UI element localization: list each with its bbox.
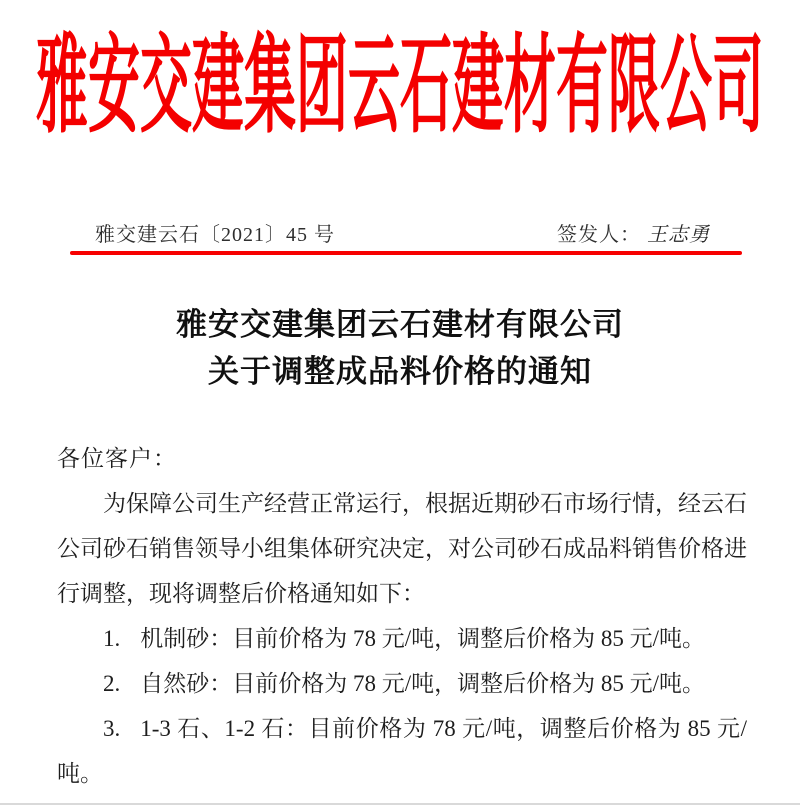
issuer-name: 王志勇 bbox=[647, 224, 710, 246]
letterhead-org-name: 雅安交建集团云石建材有限公司 bbox=[35, 29, 764, 147]
document-title-line2: 关于调整成品料价格的通知 bbox=[208, 354, 592, 389]
list-item-number: 3. bbox=[103, 716, 121, 741]
intro-paragraph: 为保障公司生产经营正常运行，根据近期砂石市场行情，经云石公司砂石销售领导小组集体研究决定，对公司砂石成品料销售价格进行调整，现将调整后价格通知如下： bbox=[57, 491, 747, 606]
list-item bbox=[57, 661, 747, 706]
list-item-number: 1. bbox=[103, 626, 121, 651]
document-title-line1: 雅安交建集团云石建材有限公司 bbox=[176, 307, 624, 342]
list-item-text: 1-3 石、1-2 石：目前价格为 78 元/吨，调整后价格为 85 元/吨。 bbox=[57, 716, 747, 786]
list-item bbox=[57, 706, 747, 796]
list-item-number: 2. bbox=[103, 671, 121, 696]
document-title bbox=[0, 301, 800, 395]
issuer bbox=[557, 218, 730, 247]
document-number-row bbox=[70, 218, 730, 247]
salutation: 各位客户： bbox=[57, 446, 177, 471]
list-item-text: 自然砂：目前价格为 78 元/吨，调整后价格为 85 元/吨。 bbox=[140, 671, 706, 696]
list-item-text: 机制砂：目前价格为 78 元/吨，调整后价格为 85 元/吨。 bbox=[140, 626, 706, 651]
red-header-rule bbox=[70, 251, 742, 255]
document-number: 雅交建云石〔2021〕45 号 bbox=[95, 224, 335, 246]
issuer-label: 签发人： bbox=[557, 224, 641, 246]
list-item bbox=[57, 616, 747, 661]
scan-bottom-edge bbox=[0, 803, 800, 805]
document-body bbox=[57, 436, 747, 796]
